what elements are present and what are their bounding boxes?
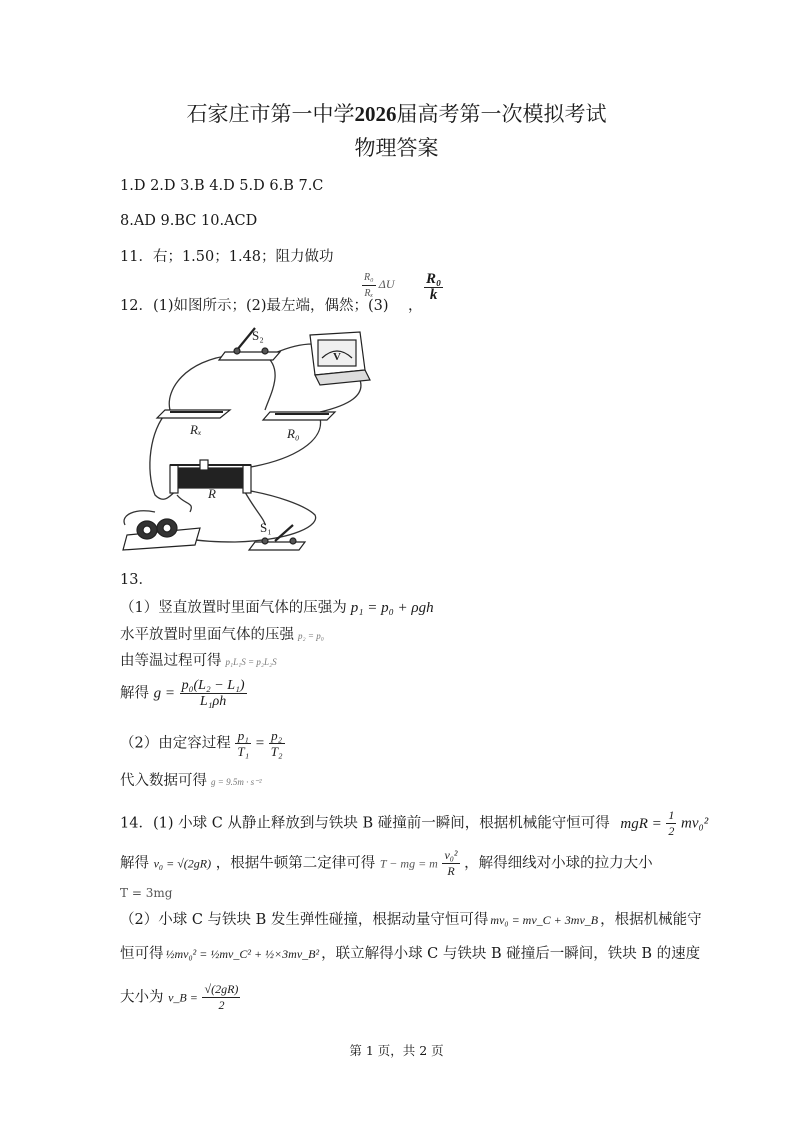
- label-r: R: [208, 486, 216, 501]
- q13-line-1: （1）竖直放置时里面气体的压强为 p₁ = p₀ + ρgh: [120, 600, 434, 616]
- answer-line-2: 8.AD 9.BC 10.ACD: [120, 213, 258, 229]
- q13-line-6: 代入数据可得 g = 9.5m · s⁻²: [120, 773, 262, 789]
- q14-line-1: 14．(1) 小球 C 从静止释放到与铁块 B 碰撞前一瞬间，根据机械能守恒可得 mgR = $\frac{1}{2}$ mv₀²: [120, 808, 709, 838]
- label-s1: S₁: [260, 520, 272, 535]
- q13-number: 13．: [120, 572, 153, 588]
- q12-formula-1: $\frac{\text{R₀}}{\text{Rₓ}}$ ΔU: [364, 272, 395, 299]
- label-v: V: [333, 351, 341, 363]
- page-subtitle: 物理答案: [354, 136, 439, 160]
- answer-q12-text: 12．(1)如图所示；(2)最左端，偶然；(3): [120, 298, 389, 314]
- label-rx: Rₓ: [190, 422, 202, 437]
- q13-line-5: （2）由定容过程 $\frac{\text{p₁}}{\text{T₁}}$ = $\frac{\text{p₂}}{\text{T₂}}$: [120, 728, 283, 759]
- q12-formula-2: $\frac{\text{R₀}}{k}$: [426, 271, 442, 303]
- answer-line-1: 1.D 2.D 3.B 4.D 5.D 6.B 7.C: [120, 178, 324, 194]
- label-r0: R₀: [287, 426, 300, 441]
- q14-line-6: 大小为 v_B = $\frac{√(2gR)}{2}$: [120, 982, 239, 1012]
- q12-separator: ，: [408, 298, 423, 314]
- q13-line-2: 水平放置时里面气体的压强 p₂ = p₀: [120, 627, 324, 643]
- q13-line-3: 由等温过程可得 p₁L₁S = p₂L₂S: [120, 653, 277, 669]
- q14-line-4: （2）小球 C 与铁块 B 发生弹性碰撞，根据动量守恒可得 mv₀ = mv_C + 3mv_B ，根据机械能守: [120, 912, 702, 928]
- label-s2: S₂: [252, 328, 264, 343]
- circuit-diagram: [115, 320, 375, 555]
- page-footer: 第 1 页，共 2 页: [349, 1043, 444, 1058]
- q13-line-4: 解得 g = $\frac{\text{p₀(L₂ − L₁)}}{\text{L₁ρh}}$: [120, 678, 245, 709]
- q14-line-5: 恒可得 ½mv₀² = ½mv_C² + ½×3mv_B² ，联立解得小球 C 与铁块 B 碰撞后一瞬间，铁块 B 的速度: [120, 946, 701, 962]
- answer-q11: 11．右；1.50；1.48；阻力做功: [120, 249, 334, 265]
- q14-line-3: T = 3mg: [120, 886, 173, 900]
- page-title: 石家庄市第一中学2026届高考第一次模拟考试: [186, 102, 607, 126]
- q14-line-2: 解得 v₀ = √(2gR) ，根据牛顿第二定律可得 T − mg = m $\frac{\text{v₀²}}{R}$ ，解得细线对小球的拉力大小: [120, 848, 653, 878]
